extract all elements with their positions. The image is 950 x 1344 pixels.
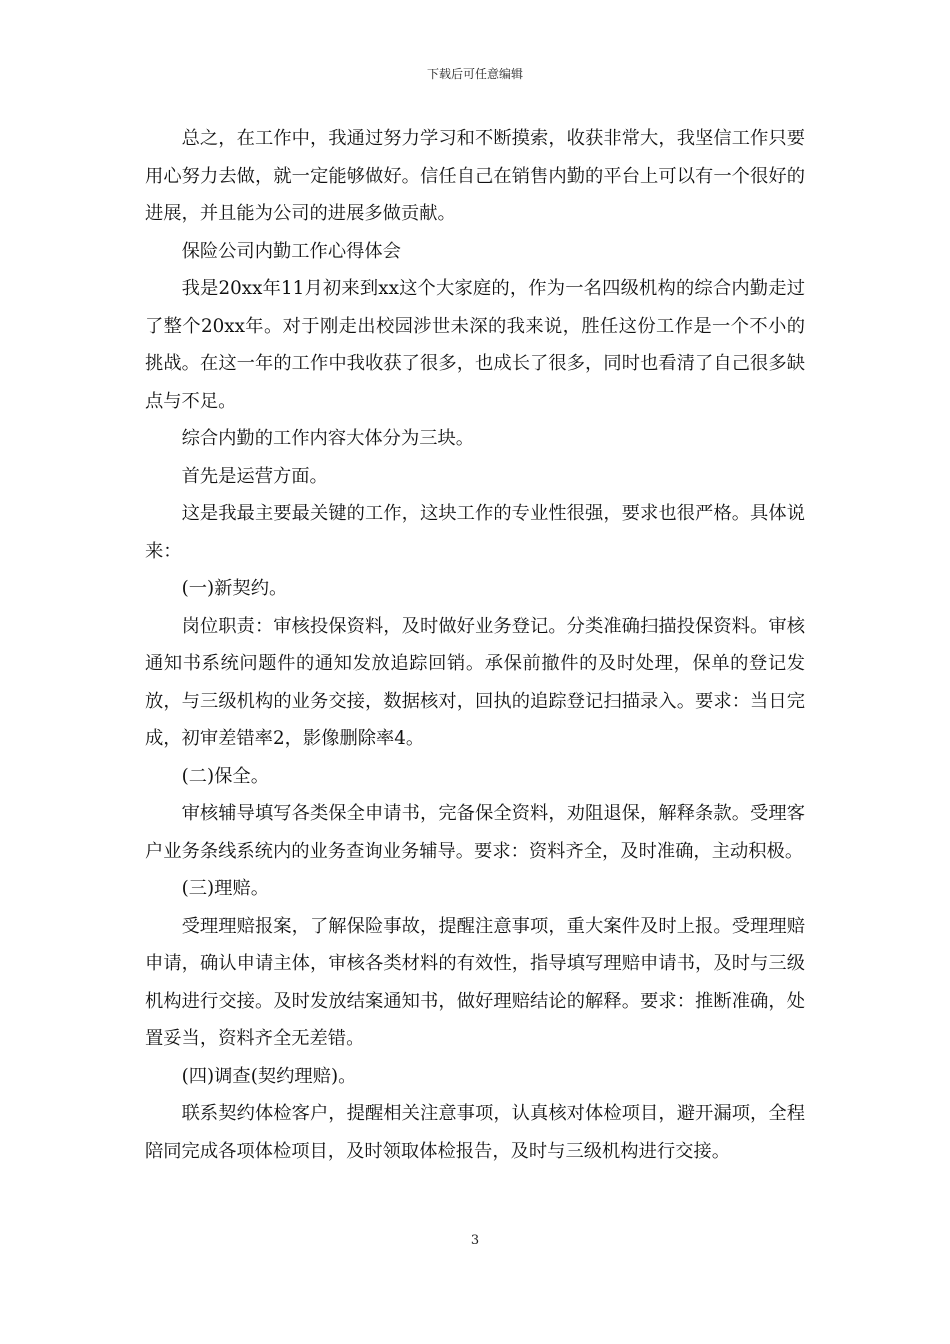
page-number: 3 [470, 1233, 480, 1248]
subsection-heading: (一)新契约。 [181, 578, 288, 599]
page-header: 下载后可任意编辑 [426, 67, 523, 81]
paragraph: 首先是运营方面。 [181, 465, 328, 487]
subsection-heading: (四)调查(契约理赔)。 [181, 1065, 357, 1087]
document-body [145, 120, 805, 1170]
paragraph: 总之，在工作中，我通过努力学习和不断摸索，收获非常大，我坚信工作只要用心努力去做，就一定能够做好。信任自己在销售内勤的平台上可以有一个很好的进展，并且能为公司的进展多做贡献。 [145, 128, 805, 224]
paragraph: 联系契约体检客户，提醒相关注意事项，认真核对体检项目，避开漏项，全程陪同完成各项体检项目，及时领取体检报告，及时与三级机构进行交接。 [145, 1103, 805, 1162]
paragraph: 综合内勤的工作内容大体分为三块。 [181, 428, 475, 449]
subsection-heading: (二)保全。 [181, 765, 269, 787]
paragraph: 审核辅导填写各类保全申请书，完备保全资料，劝阻退保，解释条款。受理客户业务条线系统内的业务查询业务辅导。要求：资料齐全，及时准确，主动积极。 [145, 803, 805, 862]
subsection-heading: (三)理赔。 [181, 878, 269, 899]
paragraph: 我是20xx年11月初来到xx这个大家庭的，作为一名四级机构的综合内勤走过了整个20xx年。对于刚走出校园涉世未深的我来说，胜任这份工作是一个不小的挑战。在这一年的工作中我收获了很多，也成长了很多，同时也看清了自己很多缺点与不足。 [145, 278, 805, 412]
paragraph: 岗位职责：审核投保资料，及时做好业务登记。分类准确扫描投保资料。审核通知书系统问题件的通知发放追踪回销。承保前撤件的及时处理，保单的登记发放，与三级机构的业务交接，数据核对，回执的追踪登记扫描录入。要求：当日完成，初审差错率2，影像删除率4。 [145, 615, 805, 749]
paragraph: 受理理赔报案，了解保险事故，提醒注意事项，重大案件及时上报。受理理赔申请，确认申请主体，审核各类材料的有效性，指导填写理赔申请书，及时与三级机构进行交接。及时发放结案通知书，做好理赔结论的解释。要求：推断准确，处置妥当，资料齐全无差错。 [145, 915, 805, 1049]
section-title: 保险公司内勤工作心得体会 [181, 240, 401, 262]
paragraph: 这是我最主要最关键的工作，这块工作的专业性很强，要求也很严格。具体说来： [145, 503, 805, 562]
